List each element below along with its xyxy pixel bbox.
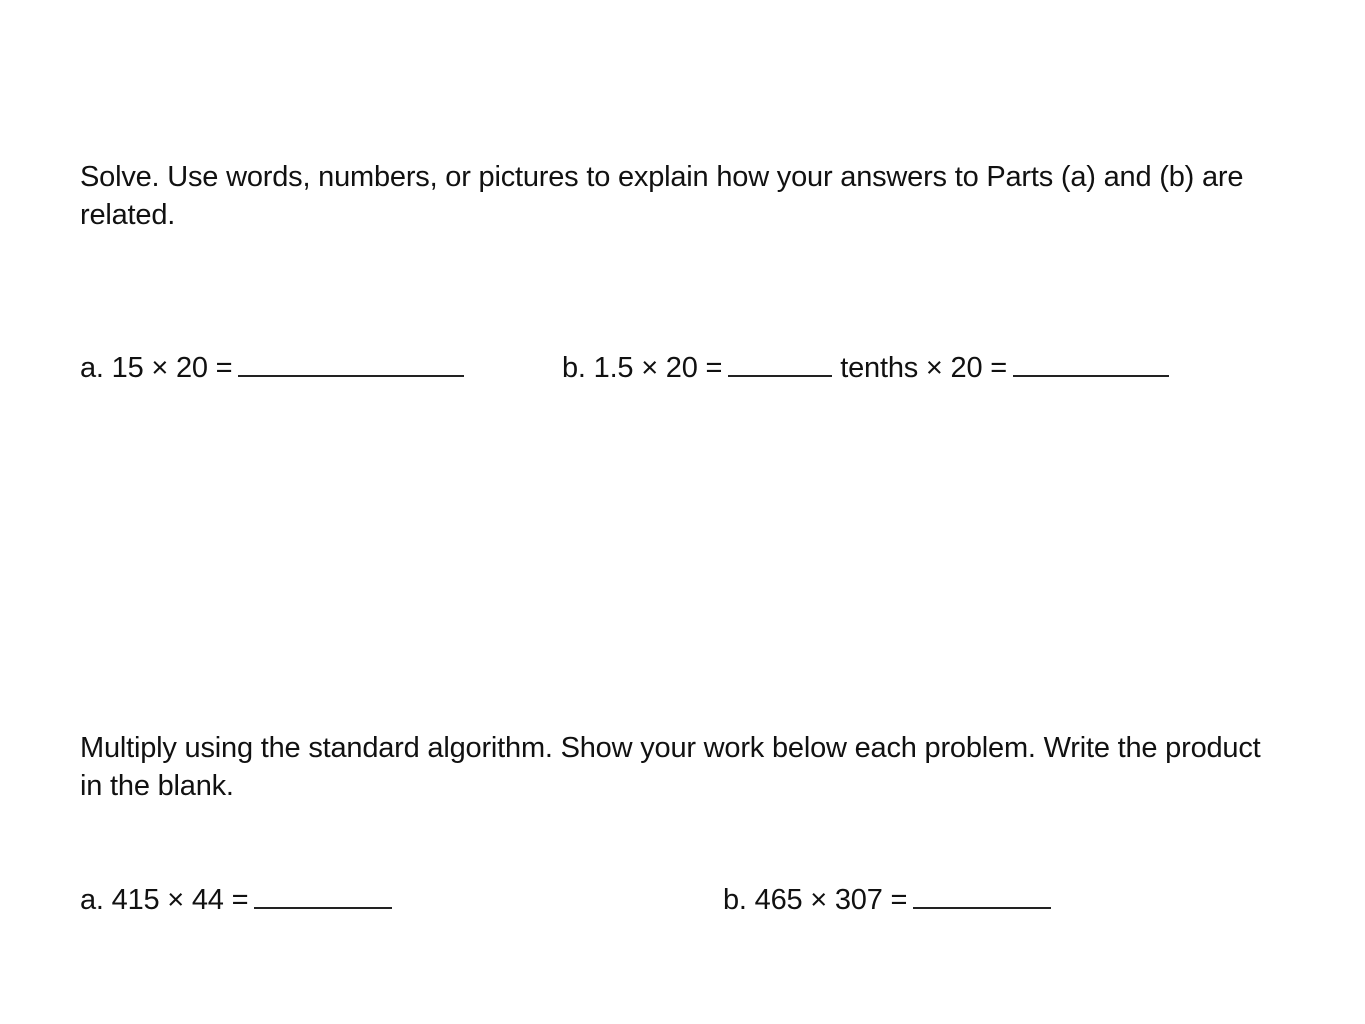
problem-1a (80, 349, 464, 387)
problem-1a-text: a. 15 × 20 = (80, 352, 233, 384)
instruction-solve: Solve. Use words, numbers, or pictures to explain how your answers to Parts (a) and (b) are related. (80, 161, 1244, 231)
answer-blank-2b[interactable] (913, 883, 1051, 909)
answer-blank-1b-product[interactable] (1013, 351, 1169, 377)
problem-1b (562, 349, 1169, 387)
answer-blank-1b-tenths[interactable] (728, 351, 832, 377)
answer-blank-1a[interactable] (238, 351, 464, 377)
problem-2b-text: b. 465 × 307 = (723, 884, 908, 916)
problem-2b (723, 881, 1051, 919)
problem-1b-middle-text: tenths × 20 = (840, 352, 1007, 384)
answer-blank-2a[interactable] (254, 883, 392, 909)
problem-1b-text: b. 1.5 × 20 = (562, 352, 723, 384)
problem-2a (80, 881, 392, 919)
instruction-multiply: Multiply using the standard algorithm. Show your work below each problem. Write the product in the blank. (80, 732, 1261, 802)
problem-2a-text: a. 415 × 44 = (80, 884, 249, 916)
